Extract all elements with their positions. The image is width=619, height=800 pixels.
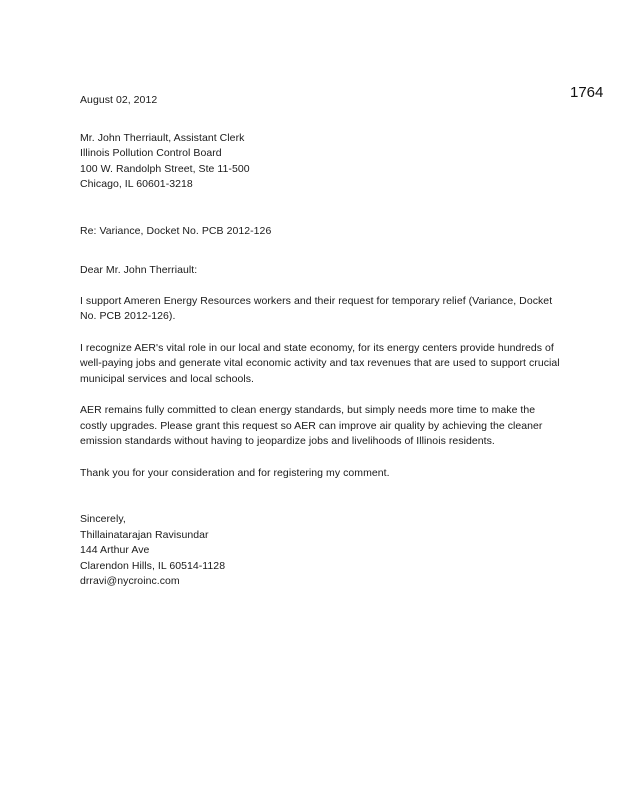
letter-date: August 02, 2012 <box>80 94 158 106</box>
signer-name: Thillainatarajan Ravisundar <box>80 528 209 541</box>
recipient-name: Mr. John Therriault, Assistant Clerk <box>80 131 245 144</box>
subject-line: Re: Variance, Docket No. PCB 2012-126 <box>80 224 272 237</box>
paragraph-support: I support Ameren Energy Resources workers and their request for temporary relief (Variance, Docket No. PCB 2012-126). <box>80 294 553 322</box>
signer-street: 144 Arthur Ave <box>80 544 150 556</box>
closing: Sincerely, <box>80 513 126 525</box>
recipient-city: Chicago, IL 60601-3218 <box>80 178 193 190</box>
recipient-organization: Illinois Pollution Control Board <box>80 147 222 159</box>
page-number: 1764 <box>570 84 604 101</box>
recipient-address <box>80 131 560 193</box>
signature-block <box>80 512 560 590</box>
signer-city: Clarendon Hills, IL 60514-1128 <box>80 559 226 572</box>
recipient-street: 100 W. Randolph Street, Ste 11-500 <box>80 162 250 175</box>
salutation: Dear Mr. John Therriault: <box>80 264 198 276</box>
paragraph-thanks: Thank you for your consideration and for registering my comment. <box>80 466 390 479</box>
paragraph-standards: AER remains fully committed to clean energy standards, but simply needs more time to make the costly upgrades. Please grant this request so AER can improve air quality by achieving the cleaner emission standards without having to jeopardize jobs and livelihoods of Illinois residents. <box>80 404 543 447</box>
signer-email: drravi@nycroinc.com <box>80 575 180 587</box>
letter-body <box>80 93 560 590</box>
paragraph-economy: I recognize AER's vital role in our local and state economy, for its energy centers provide hundreds of well-paying jobs and generate vital economic activity and tax revenues that are used to support crucial municipal services and local schools. <box>80 341 560 385</box>
